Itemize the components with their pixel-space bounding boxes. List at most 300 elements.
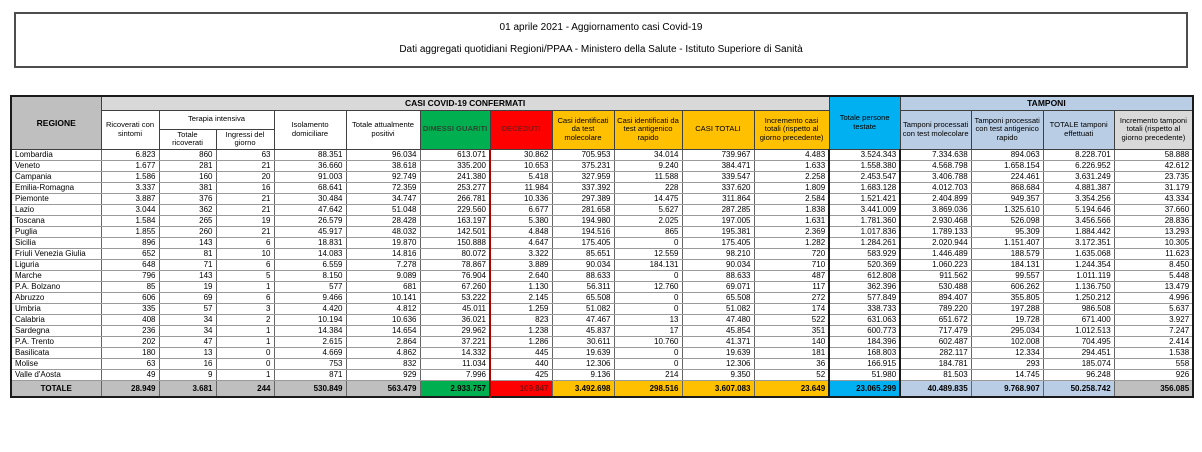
cell-ricoverati: 1.586 [101,171,159,182]
table-row [11,248,1193,259]
region-name-cell: Toscana [11,215,101,226]
cell-testate: 577.849 [829,292,900,303]
column-header-casi-totali: CASI TOTALI [682,110,754,149]
table-row [11,358,1193,369]
region-name-cell: Puglia [11,226,101,237]
cell-incremento_tamponi: 11.623 [1114,248,1193,259]
cell-casi_totali: 88.633 [682,270,754,281]
cell-casi_totali: 41.371 [682,336,754,347]
cell-casi_antigenico: 5.627 [614,204,682,215]
cell-incremento_casi: 117 [754,281,829,292]
cell-casi_molecolare: 705.953 [552,149,614,160]
column-header-incremento-casi: Incremento casi totali (rispetto al giorno precedente) [754,110,829,149]
cell-tamponi_antigenico: 295.034 [971,325,1043,336]
cell-tamponi_molecolare: 894.407 [900,292,971,303]
cell-ti_totale: 19 [159,281,216,292]
cell-tamponi_totale: 6.226.952 [1043,160,1114,171]
cell-ti_totale: 57 [159,303,216,314]
cell-incremento_casi: 4.483 [754,149,829,160]
cell-incremento_casi: 174 [754,303,829,314]
cell-casi_molecolare: 281.658 [552,204,614,215]
cell-testate: 23.065.299 [829,380,900,397]
cell-isolamento: 18.831 [274,237,346,248]
cell-guariti: 45.011 [420,303,490,314]
table-row [11,281,1193,292]
cell-ti_ingressi: 21 [216,204,274,215]
cell-guariti: 2.933.757 [420,380,490,397]
cell-testate: 520.369 [829,259,900,270]
cell-casi_totali: 175.405 [682,237,754,248]
cell-incremento_tamponi: 13.479 [1114,281,1193,292]
cell-isolamento: 6.559 [274,259,346,270]
cell-incremento_casi: 1.631 [754,215,829,226]
cell-incremento_tamponi: 23.735 [1114,171,1193,182]
cell-casi_antigenico: 0 [614,237,682,248]
cell-isolamento: 871 [274,369,346,380]
cell-casi_antigenico: 865 [614,226,682,237]
cell-tamponi_antigenico: 184.131 [971,259,1043,270]
cell-incremento_casi: 2.584 [754,193,829,204]
cell-deceduti: 2.145 [490,292,552,303]
cell-tamponi_molecolare: 3.869.036 [900,204,971,215]
cell-ti_ingressi: 1 [216,369,274,380]
cell-guariti: 78.867 [420,259,490,270]
cell-incremento_casi: 181 [754,347,829,358]
cell-casi_molecolare: 51.082 [552,303,614,314]
cell-incremento_casi: 720 [754,248,829,259]
cell-incremento_casi: 1.633 [754,160,829,171]
cell-isolamento: 577 [274,281,346,292]
table-row [11,237,1193,248]
cell-incremento_tamponi: 4.996 [1114,292,1193,303]
cell-casi_totali: 195.381 [682,226,754,237]
cell-deceduti: 823 [490,314,552,325]
cell-incremento_casi: 2.258 [754,171,829,182]
cell-tamponi_molecolare: 3.406.788 [900,171,971,182]
cell-guariti: 53.222 [420,292,490,303]
cell-casi_totali: 19.639 [682,347,754,358]
cell-casi_totali: 98.210 [682,248,754,259]
cell-positivi: 14.654 [346,325,420,336]
cell-guariti: 335.200 [420,160,490,171]
cell-testate: 631.063 [829,314,900,325]
cell-tamponi_molecolare: 717.479 [900,325,971,336]
cell-positivi: 10.636 [346,314,420,325]
table-row [11,347,1193,358]
cell-guariti: 163.197 [420,215,490,226]
cell-incremento_tamponi: 356.085 [1114,380,1193,397]
cell-ti_totale: 260 [159,226,216,237]
region-name-cell: Campania [11,171,101,182]
cell-incremento_casi: 1.838 [754,204,829,215]
cell-ti_ingressi: 3 [216,303,274,314]
cell-ti_totale: 71 [159,259,216,270]
cell-deceduti: 4.848 [490,226,552,237]
cell-ricoverati: 49 [101,369,159,380]
cell-incremento_tamponi: 10.305 [1114,237,1193,248]
cell-tamponi_totale: 3.354.256 [1043,193,1114,204]
cell-casi_molecolare: 65.508 [552,292,614,303]
cell-ricoverati: 28.949 [101,380,159,397]
cell-ti_totale: 69 [159,292,216,303]
cell-tamponi_molecolare: 40.489.835 [900,380,971,397]
cell-ti_totale: 265 [159,215,216,226]
cell-testate: 51.980 [829,369,900,380]
cell-testate: 1.284.261 [829,237,900,248]
cell-incremento_casi: 52 [754,369,829,380]
cell-tamponi_molecolare: 1.446.489 [900,248,971,259]
cell-casi_molecolare: 12.306 [552,358,614,369]
column-header-ti-totale: Totale ricoverati [159,129,216,149]
cell-casi_totali: 739.967 [682,149,754,160]
column-header-deceduti: DECEDUTI [490,110,552,149]
cell-tamponi_antigenico: 1.151.407 [971,237,1043,248]
cell-testate: 166.915 [829,358,900,369]
cell-casi_totali: 65.508 [682,292,754,303]
cell-ricoverati: 896 [101,237,159,248]
table-row [11,149,1193,160]
cell-ti_ingressi: 0 [216,358,274,369]
cell-casi_antigenico: 17 [614,325,682,336]
cell-tamponi_molecolare: 4.012.703 [900,182,971,193]
cell-incremento_tamponi: 58.888 [1114,149,1193,160]
cell-casi_molecolare: 175.405 [552,237,614,248]
cell-ricoverati: 648 [101,259,159,270]
cell-guariti: 150.888 [420,237,490,248]
cell-casi_totali: 339.547 [682,171,754,182]
cell-incremento_casi: 351 [754,325,829,336]
cell-ti_totale: 281 [159,160,216,171]
cell-positivi: 34.747 [346,193,420,204]
cell-incremento_casi: 23.649 [754,380,829,397]
cell-incremento_casi: 522 [754,314,829,325]
cell-incremento_tamponi: 926 [1114,369,1193,380]
cell-tamponi_molecolare: 602.487 [900,336,971,347]
cell-ti_totale: 9 [159,369,216,380]
cell-deceduti: 3.322 [490,248,552,259]
cell-deceduti: 11.984 [490,182,552,193]
cell-ricoverati: 6.823 [101,149,159,160]
table-row [11,303,1193,314]
cell-tamponi_antigenico: 355.805 [971,292,1043,303]
cell-tamponi_antigenico: 99.557 [971,270,1043,281]
cell-incremento_tamponi: 5.637 [1114,303,1193,314]
column-header-ti-ingressi: Ingressi del giorno [216,129,274,149]
cell-isolamento: 4.420 [274,303,346,314]
cell-casi_totali: 45.854 [682,325,754,336]
cell-ti_totale: 160 [159,171,216,182]
covid-data-table [10,95,1194,398]
cell-incremento_tamponi: 42.612 [1114,160,1193,171]
cell-guariti: 253.277 [420,182,490,193]
cell-tamponi_molecolare: 282.117 [900,347,971,358]
cell-testate: 184.396 [829,336,900,347]
cell-testate: 612.808 [829,270,900,281]
cell-incremento_casi: 487 [754,270,829,281]
cell-guariti: 7.996 [420,369,490,380]
cell-ti_totale: 381 [159,182,216,193]
cell-incremento_tamponi: 31.179 [1114,182,1193,193]
cell-casi_antigenico: 0 [614,292,682,303]
cell-tamponi_molecolare: 4.568.798 [900,160,971,171]
cell-tamponi_totale: 704.495 [1043,336,1114,347]
cell-tamponi_antigenico: 868.684 [971,182,1043,193]
cell-tamponi_antigenico: 197.288 [971,303,1043,314]
cell-isolamento: 2.615 [274,336,346,347]
table-row [11,259,1193,270]
table-row [11,160,1193,171]
cell-casi_antigenico: 214 [614,369,682,380]
cell-deceduti: 109.847 [490,380,552,397]
cell-ricoverati: 652 [101,248,159,259]
cell-incremento_casi: 2.369 [754,226,829,237]
cell-testate: 1.017.836 [829,226,900,237]
cell-deceduti: 6.677 [490,204,552,215]
cell-casi_antigenico: 228 [614,182,682,193]
cell-ricoverati: 3.337 [101,182,159,193]
cell-ti_ingressi: 1 [216,325,274,336]
cell-isolamento: 47.642 [274,204,346,215]
cell-incremento_casi: 140 [754,336,829,347]
cell-tamponi_molecolare: 651.672 [900,314,971,325]
cell-tamponi_antigenico: 1.325.610 [971,204,1043,215]
cell-casi_molecolare: 337.392 [552,182,614,193]
cell-deceduti: 425 [490,369,552,380]
cell-isolamento: 26.579 [274,215,346,226]
bulletin-subtitle: Dati aggregati quotidiani Regioni/PPAA - Ministero della Salute - Istituto Superiore di Sanità [399,44,803,55]
cell-casi_totali: 384.471 [682,160,754,171]
cell-casi_antigenico: 13 [614,314,682,325]
cell-tamponi_totale: 986.508 [1043,303,1114,314]
cell-ricoverati: 796 [101,270,159,281]
cell-positivi: 2.864 [346,336,420,347]
cell-deceduti: 1.238 [490,325,552,336]
region-name-cell: Emilia-Romagna [11,182,101,193]
cell-testate: 3.441.009 [829,204,900,215]
cell-incremento_tamponi: 8.450 [1114,259,1193,270]
cell-tamponi_totale: 1.012.513 [1043,325,1114,336]
cell-casi_totali: 287.285 [682,204,754,215]
cell-casi_totali: 47.480 [682,314,754,325]
cell-ricoverati: 63 [101,358,159,369]
region-name-cell: Basilicata [11,347,101,358]
cell-ricoverati: 236 [101,325,159,336]
cell-tamponi_totale: 8.228.701 [1043,149,1114,160]
column-header-ricoverati: Ricoverati con sintomi [101,110,159,149]
cell-ricoverati: 335 [101,303,159,314]
cell-casi_totali: 3.607.083 [682,380,754,397]
cell-tamponi_molecolare: 2.404.899 [900,193,971,204]
cell-incremento_casi: 710 [754,259,829,270]
cell-positivi: 38.618 [346,160,420,171]
region-name-cell: Lombardia [11,149,101,160]
region-name-cell: Sicilia [11,237,101,248]
cell-guariti: 29.962 [420,325,490,336]
region-name-cell: Lazio [11,204,101,215]
cell-casi_molecolare: 47.467 [552,314,614,325]
column-header-casi-molecolare: Casi identificati da test molecolare [552,110,614,149]
cell-positivi: 563.479 [346,380,420,397]
cell-isolamento: 9.466 [274,292,346,303]
cell-tamponi_antigenico: 293 [971,358,1043,369]
cell-tamponi_antigenico: 188.579 [971,248,1043,259]
cell-guariti: 36.021 [420,314,490,325]
cell-casi_molecolare: 19.639 [552,347,614,358]
table-row [11,325,1193,336]
column-header-isolamento: Isolamento domiciliare [274,110,346,149]
cell-tamponi_totale: 1.250.212 [1043,292,1114,303]
region-name-cell: Sardegna [11,325,101,336]
cell-incremento_tamponi: 13.293 [1114,226,1193,237]
column-header-persone-testate: Totale persone testate [829,96,900,149]
cell-tamponi_molecolare: 184.781 [900,358,971,369]
group-header-tamponi: TAMPONI [900,96,1193,110]
cell-ti_totale: 860 [159,149,216,160]
cell-ricoverati: 1.855 [101,226,159,237]
header-band-row [11,96,1193,110]
region-name-cell: Umbria [11,303,101,314]
column-header-guariti: DIMESSI GUARITI [420,110,490,149]
cell-isolamento: 30.484 [274,193,346,204]
group-header-casi-confermati: CASI COVID-19 CONFERMATI [101,96,829,110]
cell-ti_ingressi: 1 [216,281,274,292]
cell-testate: 3.524.343 [829,149,900,160]
cell-tamponi_antigenico: 526.098 [971,215,1043,226]
cell-isolamento: 68.641 [274,182,346,193]
table-body [11,149,1193,397]
cell-deceduti: 10.336 [490,193,552,204]
cell-tamponi_molecolare: 7.334.638 [900,149,971,160]
region-name-cell: P.A. Trento [11,336,101,347]
cell-incremento_casi: 1.282 [754,237,829,248]
cell-ti_ingressi: 5 [216,270,274,281]
cell-incremento_casi: 1.809 [754,182,829,193]
cell-testate: 2.453.547 [829,171,900,182]
cell-casi_antigenico: 11.588 [614,171,682,182]
cell-testate: 362.396 [829,281,900,292]
cell-ti_totale: 362 [159,204,216,215]
cell-ti_totale: 47 [159,336,216,347]
cell-tamponi_antigenico: 14.745 [971,369,1043,380]
column-header-positivi: Totale attualmente positivi [346,110,420,149]
cell-tamponi_totale: 3.631.249 [1043,171,1114,182]
cell-testate: 600.773 [829,325,900,336]
cell-ti_ingressi: 10 [216,248,274,259]
cell-isolamento: 8.150 [274,270,346,281]
cell-testate: 1.781.360 [829,215,900,226]
cell-casi_antigenico: 12.559 [614,248,682,259]
table-row [11,314,1193,325]
cell-ricoverati: 1.584 [101,215,159,226]
cell-positivi: 7.278 [346,259,420,270]
cell-casi_antigenico: 0 [614,303,682,314]
cell-isolamento: 10.194 [274,314,346,325]
cell-ti_ingressi: 19 [216,215,274,226]
cell-ricoverati: 606 [101,292,159,303]
cell-tamponi_antigenico: 19.728 [971,314,1043,325]
cell-tamponi_totale: 1.635.068 [1043,248,1114,259]
region-name-cell: Liguria [11,259,101,270]
title-box [14,12,1188,68]
cell-tamponi_molecolare: 81.503 [900,369,971,380]
cell-tamponi_antigenico: 894.063 [971,149,1043,160]
cell-testate: 168.803 [829,347,900,358]
cell-tamponi_totale: 3.456.566 [1043,215,1114,226]
cell-positivi: 929 [346,369,420,380]
cell-incremento_tamponi: 2.414 [1114,336,1193,347]
cell-incremento_casi: 36 [754,358,829,369]
cell-casi_molecolare: 194.516 [552,226,614,237]
cell-ti_totale: 376 [159,193,216,204]
table-row [11,270,1193,281]
cell-isolamento: 91.003 [274,171,346,182]
cell-incremento_tamponi: 558 [1114,358,1193,369]
cell-deceduti: 445 [490,347,552,358]
cell-testate: 1.683.128 [829,182,900,193]
cell-ti_ingressi: 1 [216,336,274,347]
cell-casi_totali: 51.082 [682,303,754,314]
cell-tamponi_totale: 4.881.387 [1043,182,1114,193]
cell-casi_antigenico: 0 [614,347,682,358]
cell-deceduti: 3.889 [490,259,552,270]
cell-ti_ingressi: 21 [216,226,274,237]
cell-incremento_tamponi: 28.836 [1114,215,1193,226]
cell-tamponi_antigenico: 12.334 [971,347,1043,358]
cell-deceduti: 1.286 [490,336,552,347]
cell-ti_ingressi: 0 [216,347,274,358]
total-row [11,380,1193,397]
column-header-casi-antigenico: Casi identificati da test antigenico rapido [614,110,682,149]
cell-tamponi_molecolare: 911.562 [900,270,971,281]
cell-guariti: 67.260 [420,281,490,292]
bulletin-title: 01 aprile 2021 - Aggiornamento casi Covid-19 [499,22,703,33]
cell-tamponi_totale: 1.244.354 [1043,259,1114,270]
table-row [11,193,1193,204]
region-name-cell: Valle d'Aosta [11,369,101,380]
cell-tamponi_totale: 1.884.442 [1043,226,1114,237]
cell-testate: 338.733 [829,303,900,314]
cell-casi_totali: 9.350 [682,369,754,380]
cell-tamponi_totale: 50.258.742 [1043,380,1114,397]
cell-ti_ingressi: 6 [216,237,274,248]
cell-isolamento: 14.083 [274,248,346,259]
cell-tamponi_totale: 671.400 [1043,314,1114,325]
cell-ti_ingressi: 244 [216,380,274,397]
cell-incremento_tamponi: 43.334 [1114,193,1193,204]
cell-positivi: 681 [346,281,420,292]
cell-ricoverati: 85 [101,281,159,292]
total-label-cell: TOTALE [11,380,101,397]
region-name-cell: Piemonte [11,193,101,204]
cell-ti_ingressi: 2 [216,314,274,325]
cell-isolamento: 36.660 [274,160,346,171]
cell-tamponi_totale: 5.194.646 [1043,204,1114,215]
table-row [11,226,1193,237]
cell-casi_molecolare: 9.136 [552,369,614,380]
cell-ti_ingressi: 63 [216,149,274,160]
cell-ricoverati: 408 [101,314,159,325]
cell-positivi: 19.870 [346,237,420,248]
cell-ti_totale: 13 [159,347,216,358]
cell-casi_totali: 311.864 [682,193,754,204]
table-row [11,215,1193,226]
region-name-cell: P.A. Bolzano [11,281,101,292]
column-header-tamponi-molecolare: Tamponi processati con test molecolare [900,110,971,149]
cell-ti_totale: 143 [159,270,216,281]
cell-deceduti: 1.259 [490,303,552,314]
cell-incremento_tamponi: 3.927 [1114,314,1193,325]
cell-positivi: 28.428 [346,215,420,226]
